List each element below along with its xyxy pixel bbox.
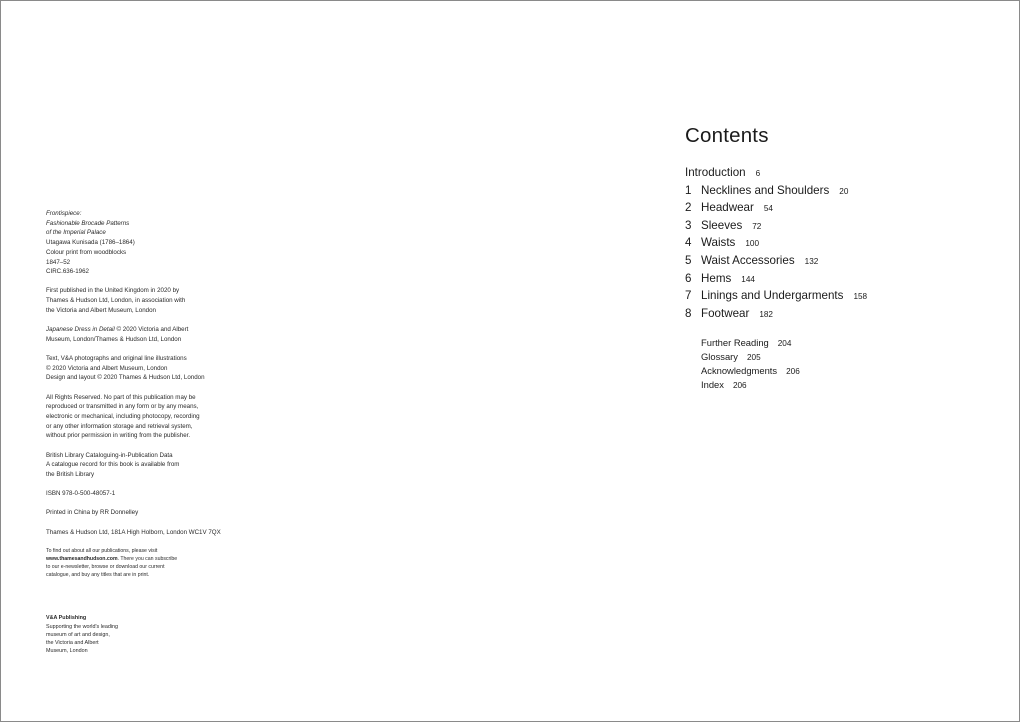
toc-item-label: Footwear — [701, 306, 750, 320]
toc-item-chapter-6[interactable] — [685, 270, 985, 288]
toc-item-number: 1 — [685, 183, 692, 197]
toc-item-introduction[interactable] — [685, 164, 985, 182]
toc-item-page: 144 — [741, 274, 755, 284]
rights-note: All Rights Reserved. No part of this publication may be reproduced or transmitted in any form or by any means, electronic or mechanical, including photocopy, recording or any other information storage and retrieval system, without prior permission in writing from the publisher. — [46, 393, 200, 440]
toc-item-page: 72 — [752, 221, 762, 231]
toc-item-number: 2 — [685, 201, 692, 215]
find-out-text-2: . There you can subscribe to our e-newsletter, browse or download our current catalogue, and buy any titles that are in print. — [46, 555, 178, 578]
contents-title: Contents — [685, 124, 769, 147]
toc-item-chapter-5[interactable] — [685, 252, 985, 270]
toc-item-page: 204 — [777, 339, 792, 348]
toc-item-chapter-1[interactable] — [685, 182, 985, 200]
va-publishing-tagline: Supporting the world's leading museum of art and design, the Victoria and Albert Museum, London — [46, 623, 119, 654]
toc-item-glossary[interactable] — [701, 350, 800, 364]
toc-item-number: 8 — [685, 306, 692, 320]
toc-item-index[interactable] — [701, 378, 800, 392]
imprint-page — [46, 209, 246, 588]
toc-item-page: 206 — [786, 367, 800, 376]
text-copyright-note: Text, V&A photographs and original line illustrations © 2020 Victoria and Albert Museum, London Design and layout © 2020 Thames & Hudson Ltd, London — [46, 354, 205, 382]
toc-item-label: Introduction — [685, 166, 746, 179]
toc-item-page: 132 — [804, 256, 819, 266]
toc-item-page: 100 — [745, 239, 760, 249]
toc-item-label: Hems — [701, 271, 732, 285]
toc-item-page: 205 — [747, 353, 761, 362]
toc-item-chapter-8[interactable] — [685, 305, 985, 323]
toc-item-number: 4 — [685, 236, 692, 250]
website-link[interactable]: www.thamesandhudson.com — [46, 555, 118, 562]
toc-item-label: Sleeves — [701, 218, 743, 232]
toc-item-acknowledgments[interactable] — [701, 364, 800, 378]
toc-item-label: Further Reading — [701, 337, 769, 348]
frontispiece-label: Frontispiece: — [46, 210, 82, 217]
printed-note: Printed in China by RR Donnelley — [46, 509, 139, 517]
toc-item-page: 158 — [853, 292, 868, 302]
book-copyright-note — [46, 325, 246, 344]
va-publishing-block — [46, 615, 146, 656]
toc-item-page: 206 — [732, 381, 747, 390]
toc-item-number: 7 — [685, 289, 692, 303]
toc-item-page: 54 — [763, 204, 773, 214]
toc-item-page: 182 — [759, 309, 773, 319]
toc-back-matter — [701, 336, 800, 392]
frontispiece-credit — [46, 209, 246, 277]
book-title: Japanese Dress in Detail — [46, 326, 115, 334]
frontispiece-title: Fashionable Brocade Patterns of the Imperial Palace — [46, 219, 130, 237]
toc-item-label: Headwear — [701, 201, 754, 215]
book-copyright: © 2020 Victoria and Albert Museum, London/Thames & Hudson Ltd, London — [46, 326, 189, 343]
toc-item-chapter-4[interactable] — [685, 234, 985, 252]
find-out-note — [46, 547, 246, 579]
toc-item-label: Necklines and Shoulders — [701, 183, 830, 197]
toc-item-number: 6 — [685, 271, 692, 285]
toc-item-label: Acknowledgments — [701, 365, 778, 376]
toc-item-chapter-2[interactable] — [685, 199, 985, 217]
frontispiece-details: Utagawa Kunisada (1786–1864) Colour print from woodblocks 1847–52 — [46, 239, 135, 266]
toc-item-label: Glossary — [701, 351, 738, 362]
toc-item-number: 3 — [685, 218, 692, 232]
toc-item-label: Index — [701, 379, 724, 390]
isbn: ISBN 978-0-500-48057-1 — [46, 490, 116, 498]
toc-item-chapter-3[interactable] — [685, 217, 985, 235]
toc-item-label: Waists — [701, 236, 736, 250]
toc-item-label: Waist Accessories — [701, 253, 795, 267]
toc-list — [685, 164, 985, 322]
toc-item-page: 20 — [839, 186, 849, 196]
va-publishing-heading: V&A Publishing — [46, 615, 87, 621]
cip-note: British Library Cataloguing-in-Publication Data A catalogue record for this book is available from the British Library — [46, 451, 180, 478]
toc-item-page: 6 — [755, 169, 761, 178]
toc-item-label: Linings and Undergarments — [701, 289, 844, 303]
museum-number: CIRC.636-1962 — [46, 268, 89, 276]
toc-item-chapter-7[interactable] — [685, 287, 985, 305]
find-out-text-1: To find out about all our publications, please visit — [46, 547, 158, 554]
toc-item-number: 5 — [685, 253, 692, 267]
first-published-note: First published in the United Kingdom in 2020 by Thames & Hudson Ltd, London, in association with the Victoria and Albert Museum, London — [46, 287, 186, 314]
toc-item-further-reading[interactable] — [701, 336, 800, 350]
publisher-address: Thames & Hudson Ltd, 181A High Holborn, London WC1V 7QX — [46, 528, 221, 536]
